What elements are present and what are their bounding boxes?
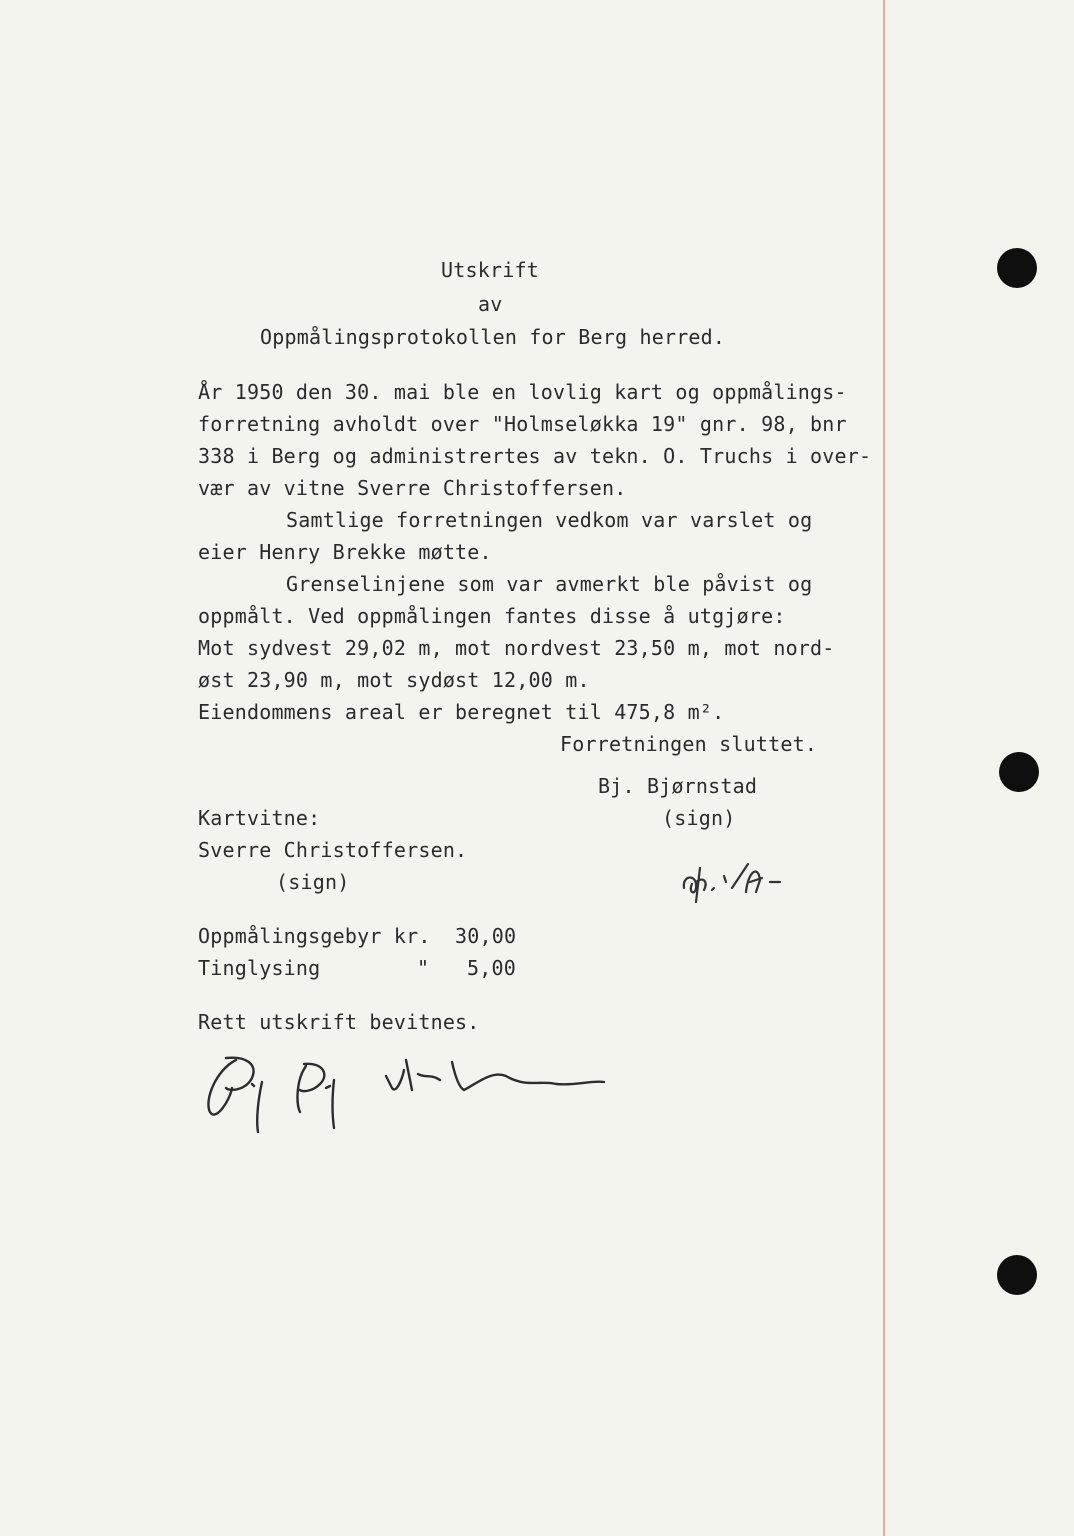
closing-statement: Forretningen sluttet. — [560, 732, 818, 756]
body-line: År 1950 den 30. mai ble en lovlig kart og oppmålings- — [198, 380, 847, 404]
fee-survey-value: 30,00 — [455, 924, 517, 948]
witness-sign: (sign) — [276, 870, 350, 894]
body-line: Samtlige forretningen vedkom var varslet og — [286, 508, 813, 532]
body-line: 338 i Berg og administrertes av tekn. O. Truchs i over- — [198, 444, 872, 468]
body-line: Eiendommens areal er beregnet til 475,8 m². — [198, 700, 725, 724]
document-subtitle: av — [478, 292, 503, 316]
body-line: Mot sydvest 29,02 m, mot nordvest 23,50 m, mot nord- — [198, 636, 835, 660]
punch-hole-top — [997, 248, 1037, 288]
witness-label: Kartvitne: — [198, 806, 321, 830]
punch-hole-middle — [999, 752, 1039, 792]
fee-registration-value: 5,00 — [467, 956, 516, 980]
fee-survey-label: Oppmålingsgebyr kr. — [198, 924, 431, 948]
body-line: øst 23,90 m, mot sydøst 12,00 m. — [198, 668, 590, 692]
document-title: Utskrift — [441, 258, 539, 282]
body-line: eier Henry Brekke møtte. — [198, 540, 492, 564]
document-subtitle-protocol: Oppmålingsprotokollen for Berg herred. — [260, 325, 726, 349]
body-line: Grenselinjene som var avmerkt ble påvist og — [286, 572, 813, 596]
fee-registration-ditto: " — [417, 956, 430, 980]
surveyor-name: Bj. Bjørnstad — [598, 774, 758, 798]
body-line: oppmålt. Ved oppmålingen fantes disse å utgjøre: — [198, 604, 786, 628]
punch-hole-bottom — [997, 1255, 1037, 1295]
fee-registration-label: Tinglysing — [198, 956, 321, 980]
certification-text: Rett utskrift bevitnes. — [198, 1010, 480, 1034]
handwritten-annotation — [676, 852, 826, 908]
margin-line — [883, 0, 885, 1536]
surveyor-sign: (sign) — [662, 806, 736, 830]
witness-name: Sverre Christoffersen. — [198, 838, 468, 862]
body-line: forretning avholdt over "Holmseløkka 19" gnr. 98, bnr — [198, 412, 847, 436]
body-line: vær av vitne Sverre Christoffersen. — [198, 476, 627, 500]
handwritten-signature — [196, 1040, 616, 1140]
